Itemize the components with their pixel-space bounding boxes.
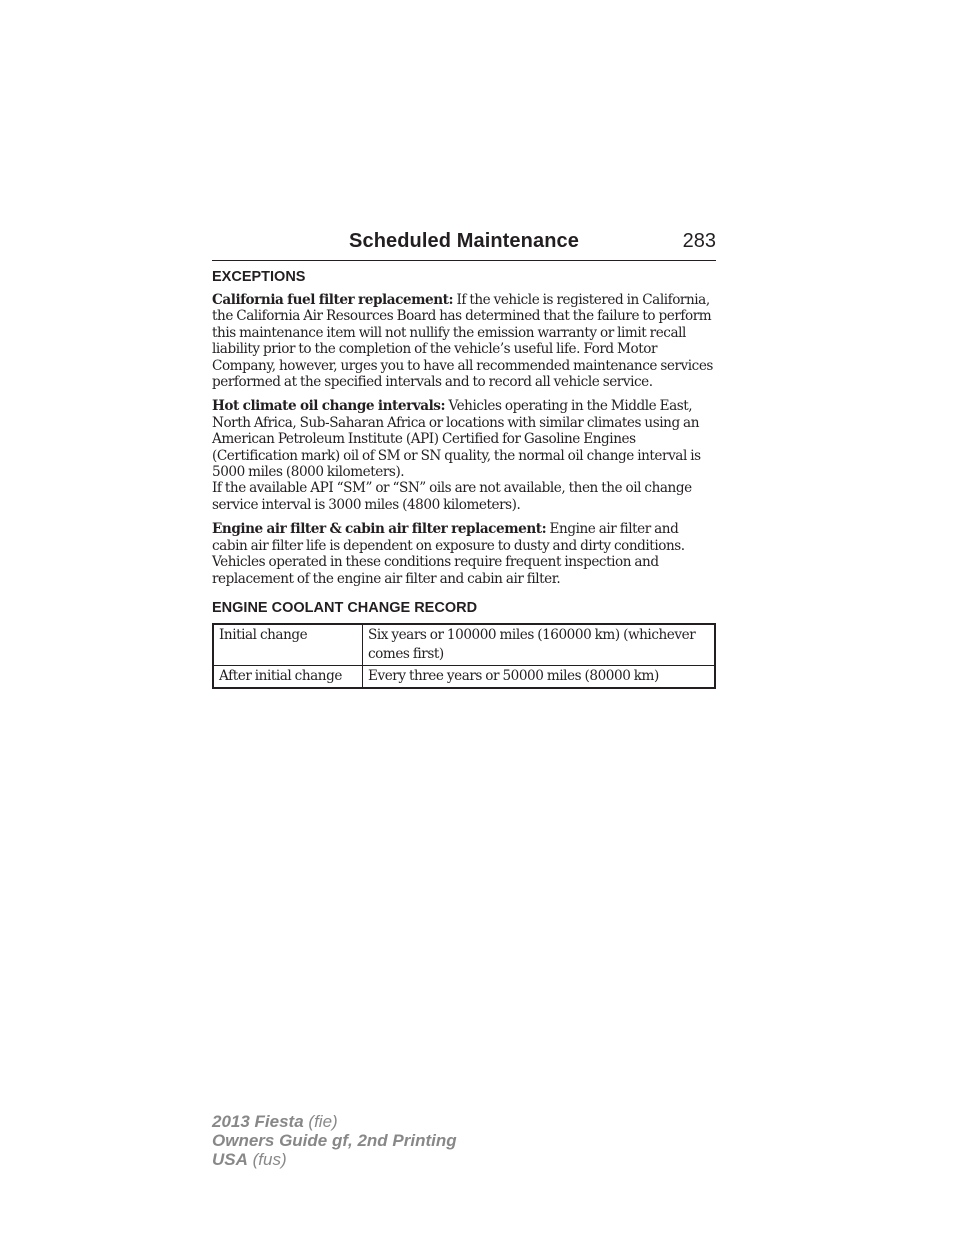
page-header: [212, 228, 716, 261]
coolant-change-table: [212, 623, 716, 689]
footer-line-model: [212, 1112, 457, 1131]
table-row: [213, 624, 715, 666]
footer-guide: Owners Guide gf, 2nd Printing: [212, 1131, 457, 1150]
coolant-heading: ENGINE COOLANT CHANGE RECORD: [212, 599, 478, 616]
paragraph-text-continued: If the available API “SM” or “SN” oils are not available, then the oil change service interval is 3000 miles (4800 kilometers).: [212, 480, 692, 513]
air-filter-paragraph: [212, 521, 716, 587]
paragraph-text: If the vehicle is registered in California, the California Air Resources Board has determined that the failure to perform this maintenance item will not nullify the emission warranty or limit recall liability prior to the completion of the vehicle’s useful life. Ford Motor Company, however, urges you to have all recommended maintenance services performed at the specified intervals and to record all vehicle service.: [212, 292, 713, 391]
paragraph-lead: Engine air filter & cabin air filter replacement:: [212, 521, 547, 538]
paragraph-text: Engine air filter and cabin air filter life is dependent on exposure to dusty and dirty conditions. Vehicles operated in these conditions require frequent inspection and replacement of the engine air filter and cabin air filter.: [212, 521, 685, 587]
footer-line-guide: [212, 1131, 457, 1150]
california-fuel-filter-paragraph: [212, 292, 716, 390]
paragraph-lead: Hot climate oil change intervals:: [212, 398, 446, 415]
footer-model: 2013 Fiesta: [212, 1112, 304, 1131]
table-cell-value: Every three years or 50000 miles (80000 km): [363, 665, 716, 688]
footer-model-code: (fie): [303, 1112, 338, 1131]
footer-market: USA: [212, 1150, 248, 1169]
paragraph-text: Vehicles operating in the Middle East, North Africa, Sub-Saharan Africa or locations with similar climates using an American Petroleum Institute (API) Certified for Gasoline Engines (Certification mark) oil of SM or SN quality, the normal oil change interval is 5000 miles (8000 kilometers).: [212, 398, 701, 481]
hot-climate-oil-paragraph: [212, 398, 716, 513]
table-cell-value: Six years or 100000 miles (160000 km) (whichever comes first): [363, 624, 716, 666]
exceptions-heading: EXCEPTIONS: [212, 269, 306, 285]
table-cell-label: Initial change: [213, 624, 363, 666]
document-footer: [212, 1112, 457, 1169]
paragraph-lead: California fuel filter replacement:: [212, 292, 454, 308]
page-content: [212, 268, 716, 689]
section-title: Scheduled Maintenance: [349, 230, 579, 252]
footer-line-market: [212, 1150, 457, 1169]
table-cell-label: After initial change: [213, 665, 363, 688]
page-number: 283: [682, 230, 716, 252]
table-row: [213, 665, 715, 688]
footer-market-code: (fus): [247, 1150, 287, 1169]
